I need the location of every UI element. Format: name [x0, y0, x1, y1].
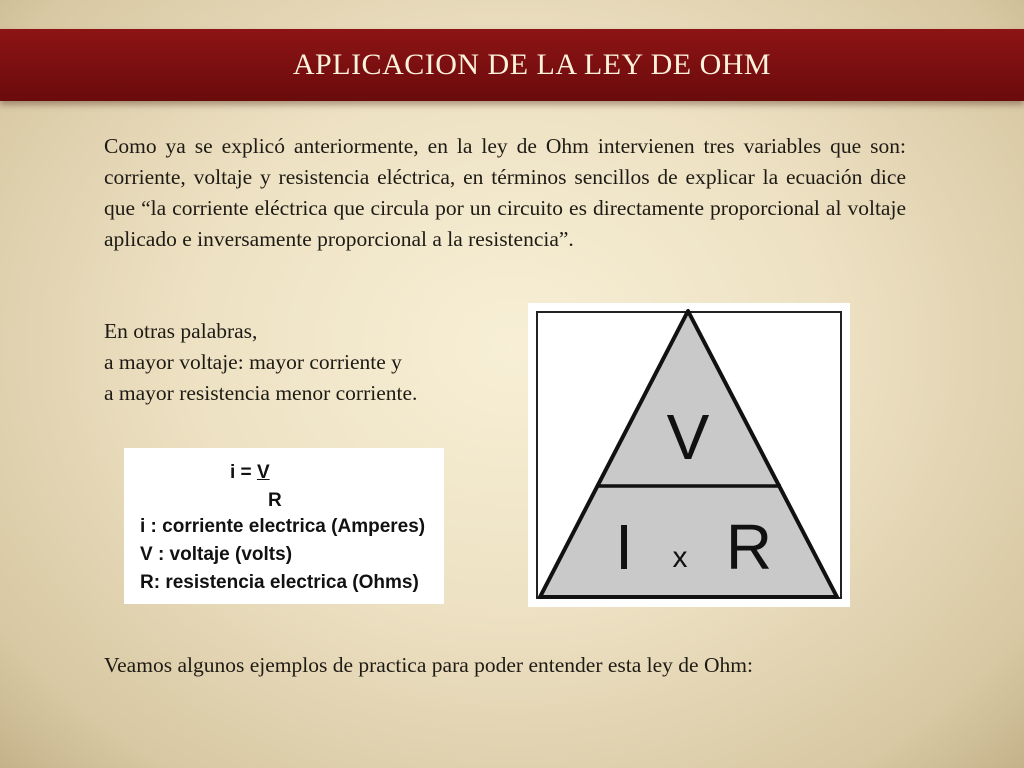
triangle-resistance-label: R — [725, 511, 773, 583]
ohm-triangle-svg — [528, 303, 850, 607]
summary-line: En otras palabras, — [104, 319, 258, 343]
formula-definition-resistance: R: resistencia electrica (Ohms) — [140, 572, 419, 593]
formula-denominator: R — [268, 490, 282, 511]
ohm-triangle-diagram — [528, 303, 850, 607]
slide-title: APLICACION DE LA LEY DE OHM — [292, 48, 772, 81]
formula-definition-current: i : corriente electrica (Amperes) — [140, 516, 426, 537]
triangle-operator-label: x — [672, 541, 688, 574]
formula-definition-voltage: V : voltaje (volts) — [140, 544, 293, 565]
footer-text: Veamos algunos ejemplos de practica para poder entender esta ley de Ohm: — [104, 653, 753, 677]
formula-equation — [230, 462, 270, 484]
summary-line: a mayor voltaje: mayor corriente y — [104, 350, 402, 374]
triangle-current-label: I — [615, 511, 633, 583]
formula-numerator: V — [256, 462, 270, 483]
summary-lines — [104, 316, 524, 409]
formula-box — [124, 448, 444, 604]
summary-line: a mayor resistencia menor corriente. — [104, 381, 418, 405]
triangle-voltage-label: V — [666, 401, 710, 473]
intro-paragraph: Como ya se explicó anteriormente, en la ley de Ohm intervienen tres variables que son: corriente, voltaje y resistencia eléctrica, en términos sencillos de explicar la ecuación dice que “la corriente eléctrica que circula por un circuito es directamente proporcional al voltaje aplicado e inversamente proporcional a la resistencia”. — [104, 134, 906, 251]
formula-lhs: i = — [230, 462, 257, 483]
